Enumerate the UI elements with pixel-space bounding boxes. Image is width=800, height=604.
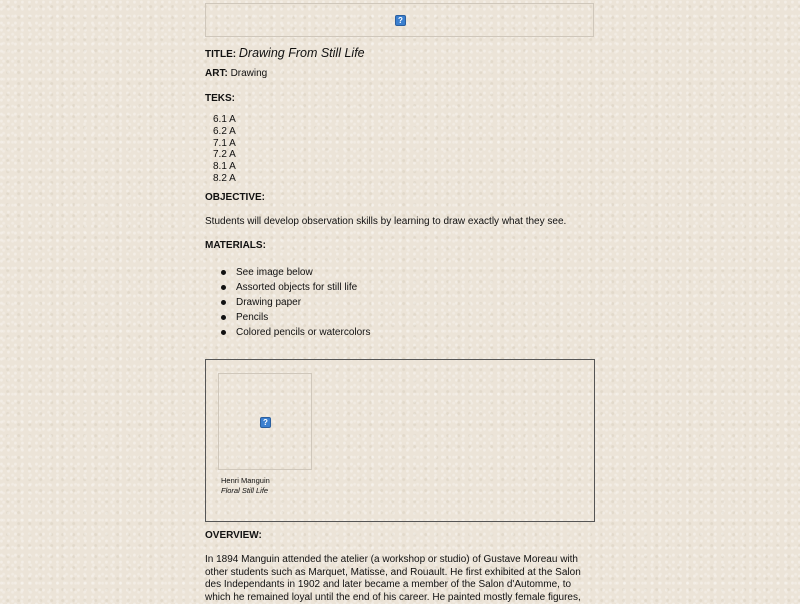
teks-item: 6.2 A	[213, 125, 236, 137]
bullet-icon	[221, 270, 226, 275]
teks-heading: TEKS:	[205, 93, 235, 104]
broken-image-icon: ?	[260, 417, 271, 428]
objective-heading: OBJECTIVE:	[205, 192, 266, 203]
header-image-frame	[205, 3, 594, 37]
art-label: ART:	[205, 68, 228, 79]
title-label: TITLE:	[205, 49, 237, 60]
art-value: Drawing	[230, 68, 268, 79]
teks-item: 8.1 A	[213, 161, 236, 173]
bullet-icon	[221, 300, 226, 305]
list-item	[236, 327, 371, 342]
teks-item: 7.1 A	[213, 137, 236, 149]
materials-list	[236, 267, 371, 342]
objective-text: Students will develop observation skills by learning to draw exactly what they see.	[205, 216, 567, 227]
artwork-title: Floral Still Life	[221, 486, 269, 495]
teks-item: 6.1 A	[213, 114, 236, 125]
title-value: Drawing From Still Life	[238, 46, 365, 60]
materials-item: Assorted objects for still life	[236, 282, 358, 293]
teks-item: 7.2 A	[213, 149, 236, 161]
artwork-caption	[221, 476, 270, 496]
materials-heading: MATERIALS:	[205, 240, 266, 251]
teks-list	[213, 114, 236, 185]
materials-item: Pencils	[236, 312, 269, 323]
list-item	[236, 267, 371, 282]
overview-heading: OVERVIEW:	[205, 530, 262, 541]
art-row	[205, 68, 267, 79]
bullet-icon	[221, 285, 226, 290]
title-row	[205, 46, 365, 60]
artwork-artist: Henri Manguin	[221, 476, 270, 485]
list-item	[236, 312, 371, 327]
teks-item: 8.2 A	[213, 172, 236, 184]
list-item	[236, 282, 371, 297]
bullet-icon	[221, 315, 226, 320]
broken-image-icon: ?	[395, 15, 406, 26]
materials-item: Colored pencils or watercolors	[236, 327, 371, 338]
artwork-frame	[205, 359, 595, 522]
bullet-icon	[221, 330, 226, 335]
materials-item: Drawing paper	[236, 297, 302, 308]
overview-text: In 1894 Manguin attended the atelier (a workshop or studio) of Gustave Moreau with other students such as Marquet, Matisse, and Rouault. He first exhibited at the Salon des Independants in 1902 and later became a member of the Salon d'Automme, to which he remained loyal until the end of his career. He painted mostly female figures,	[205, 554, 581, 603]
artwork-image-placeholder[interactable]	[218, 373, 312, 470]
materials-item: See image below	[236, 267, 313, 278]
list-item	[236, 297, 371, 312]
